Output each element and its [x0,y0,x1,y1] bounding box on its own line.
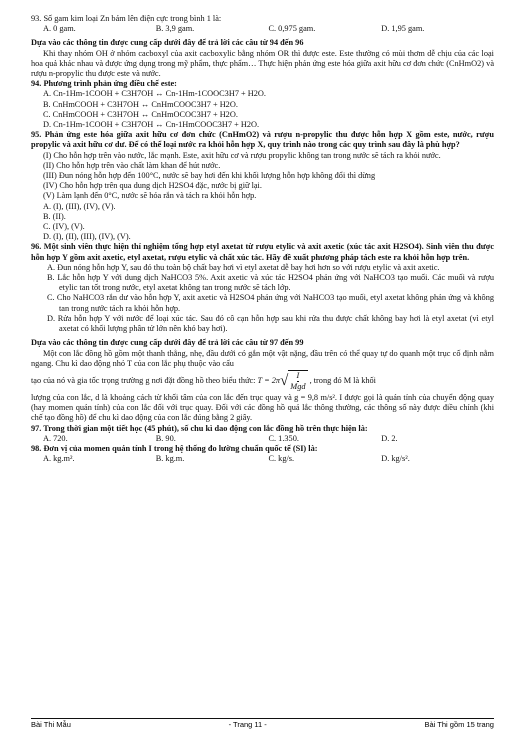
period-formula-line: tạo của nó và gia tốc trọng trường g nơi đặt đồng hồ theo biểu thức: T = 2π √ $\frac{I}{\text{Mgd}}$ , trong đó M là khối [31,370,376,391]
option[interactable]: A. kg.m². [43,454,75,464]
option[interactable]: C. 1.350. [268,433,299,443]
option[interactable]: B. 3,9 gam. [155,24,195,34]
section-header-94-96: Dựa vào các thông tin được cung cấp dưới đây để trả lời các câu từ 94 đến 96 [31,38,304,48]
option[interactable]: B. 90. [155,433,176,443]
option[interactable]: C. Cho NaHCO3 rắn dư vào hỗn hợp Y, axit axetic và H2SO4 phản ứng với NaHCO3 tạo muối, etyl axetat không phản ứng và không tan trong nước tách ra khỏi hỗn hợp. [47,293,494,313]
process-step: (III) Đun nóng hỗn hợp đến 100°C, nước sẽ bay hơi đến khi khối lượng hỗn hợp không đổi thì dừng [43,171,376,181]
option[interactable]: A. 720. [43,433,68,443]
question-94-stem: 94. Phương trình phản ứng điều chế este: [31,79,177,89]
option[interactable]: B. Lắc hỗn hợp Y với dung dịch NaHCO3 5%. Axit axetic và xúc tác H2SO4 phản ứng với NaHCO3 tạo muối. Các muối và rượu etylic tan tốt trong nước, etyl axetat không tan trong nước sẽ tách lớp. [47,273,494,293]
question-93-stem: 93. Số gam kim loại Zn bám lên điện cực trong bình 1 là: [31,14,222,23]
option[interactable]: A. (I), (III), (IV), (V). [43,201,116,211]
fraction: $\frac{I}{\text{Mgd}}$ [290,370,306,391]
option[interactable]: D. Cn-1Hm-1COOH + C3H7OH ↔ Cn-1HmCOOC3H7 + H2O. [43,120,260,130]
process-step: (IV) Cho hỗn hợp trên qua dung dịch H2SO4 đặc, nước bị giữ lại. [43,181,262,191]
question-98-options [43,454,494,464]
process-step: (I) Cho hỗn hợp trên vào nước, lắc mạnh. Este, axit hữu cơ và rượu propylic không tan trong nước sẽ tách ra khỏi nước. [43,150,441,160]
question-96-stem: 96. Một sinh viên thực hiện thí nghiệm tổng hợp etyl axetat từ rượu etylic và axit axetic (xúc tác axit H2SO4). Sinh viên thu được hỗn hợp Y gồm axit axetic, etyl axetat, rượu etylic và chất xúc tác. Hãy đề xuất phương pháp tách este ra khỏi hỗn hợp trên. [31,242,494,262]
option[interactable]: A. Cn-1Hm-1COOH + C3H7OH ↔ Cn-1Hm-1COOC3H7 + H2O. [43,89,267,99]
footer-left: Bài Thi Mẫu [31,720,71,729]
option[interactable]: C. CnHmCOOH + C3H7OH ↔ CnHmOCOC3H7 + H2O. [43,109,238,119]
option[interactable]: A. 0 gam. [43,24,76,34]
question-97-options [43,434,494,444]
option[interactable]: C. 0,975 gam. [268,24,316,34]
question-98-stem: 98. Đơn vị của momen quán tính I trong hệ thống đo lường chuẩn quốc tế (SI) là: [31,443,318,453]
option[interactable]: D. kg/s². [381,454,410,464]
page-number: - Trang 11 - [228,720,267,729]
option[interactable]: B. CnHmCOOH + C3H7OH ↔ CnHmCOOC3H7 + H2O. [43,99,238,109]
section-intro-97-99-cont: lượng của con lắc, d là khoảng cách từ khối tâm của con lắc đến trục quay và g = 9,8 m/s². I được gọi là quán tính của chuyển động quay (hay momen quán tính) của con lắc đối với trục quay. Đối với các đồng hồ quả lắc thông thường, các thông số này được điều chỉnh (khi chế tạo đồng hồ) để chu kì dao động của con lắc đúng bằng 2 giây. [31,392,494,423]
section-header-97-99: Dựa vào các thông tin được cung cấp dưới đây để trả lời các câu từ 97 đến 99 [31,338,304,348]
option[interactable]: A. Đun nóng hỗn hợp Y, sau đó thu toàn bộ chất bay hơi vì etyl axetat dễ bay hơi hơn so với rượu etylic và axit axetic. [47,262,440,272]
option[interactable]: D. (I), (II), (III), (IV), (V). [43,232,131,242]
page-footer [31,718,494,732]
footer-right: Bài Thi gồm 15 trang [424,720,494,729]
option[interactable]: C. (IV), (V). [43,222,85,232]
option[interactable]: D. 2. [381,433,398,443]
question-97-stem: 97. Trong thời gian một tiết học (45 phút), số chu kì dao động con lắc đồng hồ trên thực hiện là: [31,423,368,433]
option[interactable]: B. (II). [43,211,66,221]
question-95-stem: 95. Phản ứng este hóa giữa axit hữu cơ đơn chức (CnHmO2) và rượu n-propylic thu được hỗn hợp X gồm este, nước, rượu propylic và axit hữu cơ dư. Để có thể loại nước ra khỏi hỗn hợp X, quy trình nào trong các quy trình sau đây là phù hợp? [31,130,494,150]
square-root-sign: √ [280,372,289,389]
process-step: (V) Làm lạnh đến 0°C, nước sẽ hóa rắn và tách ra khỏi hỗn hợp. [43,191,257,201]
question-93-options [43,24,494,34]
section-intro-94-96: Khi thay nhóm OH ở nhóm cacboxyl của axit cacboxylic bằng nhóm OR thì được este. Este thường có mùi thơm dễ chịu của các loại hoa quả khác nhau và được ứng dụng trong mỹ phẩm, thực phẩm… Thực hiện phản ứng este hóa giữa axit hữu cơ đơn chức (CnHmO2) và rượu n-propylic thu được este và nước. [31,48,494,79]
option[interactable]: D. 1,95 gam. [381,24,425,34]
period-formula: T = 2π √ $\frac{I}{\text{Mgd}}$ [257,370,306,391]
option[interactable]: B. kg.m. [155,454,185,464]
section-intro-97-99: Một con lắc đồng hồ gồm một thanh thẳng, nhẹ, đầu dưới có gắn một vật nặng, đầu trên có thể quay tự do quanh một trục cố định nằm ngang. Chu kì dao động nhỏ T của con lắc phụ thuộc vào cấu [31,348,494,368]
process-step: (II) Cho hỗn hợp trên vào chất làm khan để hút nước. [43,160,221,170]
option[interactable]: C. kg/s. [268,454,295,464]
option[interactable]: D. Rửa hỗn hợp Y với nước để loại xúc tác. Sau đó cô cạn hỗn hợp sau khi rửa thu được chất không bay hơi là etyl axetat (vì etyl axetat có khối lượng phân tử lớn nên khó bay hơi). [47,313,494,334]
